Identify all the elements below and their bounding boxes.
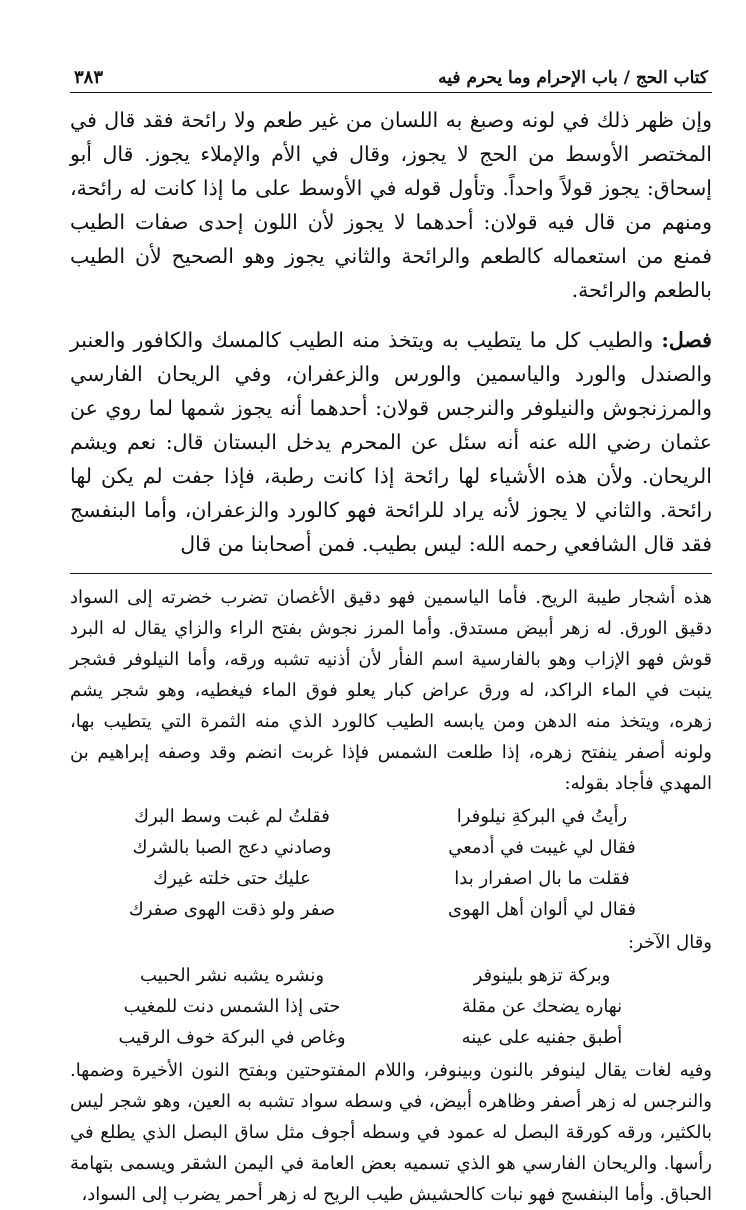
main-paragraph-1: وإن ظهر ذلك في لونه وصبغ به اللسان من غير طعم ولا رائحة فقد قال في المختصر الأوسط من الحج لا يجوز، وقال في الأم والإملاء يجوز. قال أبو إسحاق: يجوز قولاً واحداً. وتأول قوله في الأوسط على ما إذا كانت له رائحة، ومنهم من قال فيه قولان: أحدهما لا يجوز لأن اللون إحدى صفات الطيب فمنع من استعماله كالطعم والرائحة والثاني يجوز وهو الصحيح لأن الطيب بالطعم والرائحة.	[70, 108, 712, 302]
verse-second-hemistich: عليك حتى خلته غيرك	[153, 868, 311, 889]
verse-first-hemistich: نهاره يضحك عن مقلة	[461, 996, 623, 1017]
footnote-divider	[70, 573, 712, 574]
verse-second-hemistich: حتى إذا الشمس دنت للمغيب	[123, 996, 341, 1017]
main-paragraph-2	[70, 323, 712, 561]
other-poet-intro: وقال الآخر:	[628, 932, 712, 953]
poem-verse	[70, 1022, 712, 1053]
verse-second-hemistich: وغاص في البركة خوف الرقيب	[118, 1027, 346, 1048]
footnotes	[70, 582, 712, 1210]
verse-first-hemistich: فقال لي غيبت في أدمعي	[448, 837, 636, 858]
verse-first-hemistich: فقال لي ألوان أهل الهوى	[448, 899, 636, 920]
poem-verse	[70, 801, 712, 832]
verse-first-hemistich: رأيتُ في البركةِ نيلوفرا	[456, 806, 628, 827]
footnote-paragraph-2: وفيه لغات يقال لينوفر بالنون وبينوفر، واللام المفتوحتين وبفتح النون الأخيرة وضمها. والنرجس له زهر أصفر وظاهره أبيض، في وسطه سواد تشبه به العين، وهو شجر ليس بالكثير، ورقه كورقة البصل له عمود في وسطه أجوف مثل ساق البصل الذي يطلع في رأسها. والريحان الفارسي هو الذي تسميه بعض العامة في اليمن الشقر ويسمى بتهامة الحباق. وأما البنفسج فهو نبات كالحشيش طيب الريح له زهر أحمر يضرب إلى السواد،	[70, 1060, 712, 1205]
poem-verse	[70, 991, 712, 1022]
poem-1	[70, 801, 712, 925]
section-label: فصل:	[661, 328, 712, 352]
verse-first-hemistich: فقلت ما بال اصفرار بدا	[454, 868, 630, 889]
running-header	[70, 58, 712, 93]
verse-second-hemistich: صفر ولو ذقت الهوى صفرك	[128, 899, 336, 920]
poem-verse	[70, 832, 712, 863]
poem-2	[70, 960, 712, 1053]
verse-second-hemistich: وصادني دعج الصبا بالشرك	[132, 837, 332, 858]
footnote-paragraph-1: هذه أشجار طيبة الريح. فأما الياسمين فهو دقيق الأغصان تضرب خضرته إلى السواد دقيق الورق. له زهر أبيض مستدق. وأما المرز نجوش بفتح الراء والزاي يقال له البرد قوش فهو الإزاب وهو بالفارسية اسم الفأر لأن أذنيه تشبه ورقه، وأما النيلوفر فشجر ينبت في الماء الراكد، له ورق عراض كبار يعلو فوق الماء فيغطيه، وهو شجر يشم زهره، ويتخذ منه الدهن ومن يابسه الطيب كالورد الذي منه الثمرة التي يتطيب بها، ولونه أصفر ينفتح زهره، إذا طلعت الشمس فإذا غربت انضم وقد وصفه إبراهيم بن المهدي فأجاد بقوله:	[70, 587, 712, 794]
main-text	[70, 103, 712, 561]
page-number: ٣٨٣	[74, 67, 104, 88]
chapter-title: كتاب الحج / باب الإحرام وما يحرم فيه	[438, 68, 708, 88]
verse-first-hemistich: وبركة تزهو بلينوفر	[473, 965, 611, 986]
poem-verse	[70, 960, 712, 991]
poem-verse	[70, 894, 712, 925]
verse-second-hemistich: فقلتُ لم غبت وسط البرك	[134, 806, 330, 827]
verse-second-hemistich: ونشره يشبه نشر الحبيب	[139, 965, 325, 986]
main-paragraph-2-text: والطيب كل ما يتطيب به ويتخذ منه الطيب كالمسك والكافور والعنبر والصندل والورد والياسمين والورس والزعفران، وفي الريحان الفارسي والمرزنجوش والنيلوفر والنرجس قولان: أحدهما أنه يجوز شمها لما روي عن عثمان رضي الله عنه أنه سئل عن المحرم يدخل البستان قال: نعم ويشم الريحان. ولأن هذه الأشياء لها رائحة إذا كانت رطبة، فإذا جفت لم يكن لها رائحة. والثاني لا يجوز لأنه يراد للرائحة فهو كالورد والزعفران، وأما البنفسج فقد قال الشافعي رحمه الله: ليس بطيب. فمن أصحابنا من قال	[70, 328, 712, 556]
verse-first-hemistich: أطبق جفنيه على عينه	[461, 1027, 623, 1048]
book-page	[70, 58, 712, 1205]
poem-verse	[70, 863, 712, 894]
